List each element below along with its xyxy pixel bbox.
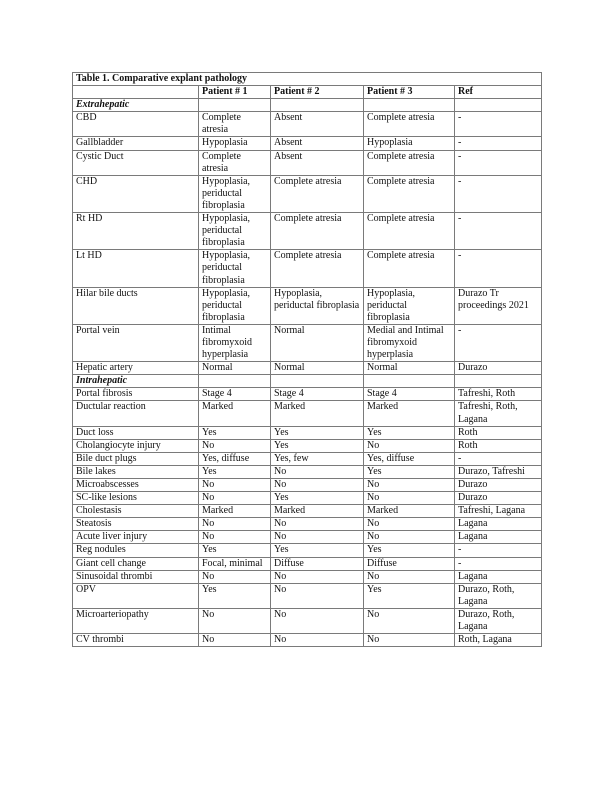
header-ref: Ref [455,86,542,99]
table-row [73,505,542,518]
patient-3-cell: Complete atresia [364,150,455,175]
row-label: Microabscesses [73,479,199,492]
patient-2-cell: Yes [271,426,364,439]
patient-3-cell: Yes [364,544,455,557]
patient-1-cell: Complete atresia [199,112,271,137]
patient-1-cell: No [199,518,271,531]
patient-2-cell: No [271,531,364,544]
row-label: Giant cell change [73,557,199,570]
patient-3-cell: No [364,531,455,544]
row-label: SC-like lesions [73,492,199,505]
row-label: OPV [73,583,199,608]
patient-1-cell: Complete atresia [199,150,271,175]
patient-2-cell: Marked [271,505,364,518]
row-label: Reg nodules [73,544,199,557]
ref-cell: - [455,213,542,250]
ref-cell: - [455,137,542,150]
patient-2-cell: Marked [271,401,364,426]
patient-2-cell: Normal [271,362,364,375]
patient-3-cell: No [364,570,455,583]
patient-1-cell: No [199,531,271,544]
table-title: Table 1. Comparative explant pathology [73,73,542,86]
patient-3-cell: Stage 4 [364,388,455,401]
row-label: Ductular reaction [73,401,199,426]
patient-1-cell: No [199,608,271,633]
table-row [73,287,542,324]
table-header-row [73,86,542,99]
row-label: CBD [73,112,199,137]
row-label: Hepatic artery [73,362,199,375]
patient-1-cell: Hypoplasia [199,137,271,150]
table-row [73,388,542,401]
patient-1-cell: Intimal fibromyxoid hyperplasia [199,324,271,361]
header-blank [73,86,199,99]
patient-3-cell: Yes [364,583,455,608]
table-row [73,544,542,557]
patient-1-cell: No [199,439,271,452]
table-row [73,557,542,570]
row-label: Portal fibrosis [73,388,199,401]
patient-1-cell: No [199,634,271,647]
table-row [73,492,542,505]
patient-3-cell: Marked [364,401,455,426]
ref-cell: Durazo, Tafreshi [455,465,542,478]
ref-cell: Tafreshi, Lagana [455,505,542,518]
ref-cell: Roth [455,439,542,452]
patient-1-cell: Hypoplasia, periductal fibroplasia [199,175,271,212]
patient-1-cell: Stage 4 [199,388,271,401]
row-label: Portal vein [73,324,199,361]
table-row [73,324,542,361]
ref-cell: Tafreshi, Roth [455,388,542,401]
patient-1-cell: Yes [199,465,271,478]
section-heading: Intrahepatic [73,375,199,388]
patient-3-cell: Medial and Intimal fibromyxoid hyperplasia [364,324,455,361]
patient-2-cell: No [271,518,364,531]
patient-2-cell: Yes, few [271,452,364,465]
table-row [73,112,542,137]
ref-cell: Roth [455,426,542,439]
patient-2-cell: Hypoplasia, periductal fibroplasia [271,287,364,324]
patient-2-cell: No [271,465,364,478]
row-label: Lt HD [73,250,199,287]
empty-cell [199,375,271,388]
patient-3-cell: Diffuse [364,557,455,570]
patient-2-cell: No [271,479,364,492]
patient-3-cell: Complete atresia [364,112,455,137]
patient-3-cell: Yes [364,426,455,439]
table-row [73,479,542,492]
row-label: Duct loss [73,426,199,439]
patient-2-cell: Stage 4 [271,388,364,401]
ref-cell: - [455,175,542,212]
comparative-pathology-table [72,72,542,647]
table-row [73,518,542,531]
patient-1-cell: Hypoplasia, periductal fibroplasia [199,287,271,324]
ref-cell: Durazo [455,479,542,492]
patient-2-cell: Yes [271,439,364,452]
patient-3-cell: Hypoplasia, periductal fibroplasia [364,287,455,324]
row-label: Bile duct plugs [73,452,199,465]
ref-cell: Lagana [455,518,542,531]
section-heading: Extrahepatic [73,99,199,112]
patient-3-cell: Complete atresia [364,250,455,287]
patient-2-cell: No [271,608,364,633]
row-label: Hilar bile ducts [73,287,199,324]
patient-2-cell: Absent [271,112,364,137]
ref-cell: Roth, Lagana [455,634,542,647]
patient-3-cell: Normal [364,362,455,375]
row-label: Sinusoidal thrombi [73,570,199,583]
ref-cell: Durazo [455,362,542,375]
row-label: Microarteriopathy [73,608,199,633]
empty-cell [364,99,455,112]
row-label: CHD [73,175,199,212]
ref-cell: Durazo Tr proceedings 2021 [455,287,542,324]
ref-cell: Durazo, Roth, Lagana [455,608,542,633]
table-row [73,570,542,583]
ref-cell: Durazo, Roth, Lagana [455,583,542,608]
table-row [73,465,542,478]
patient-3-cell: No [364,518,455,531]
patient-2-cell: Complete atresia [271,250,364,287]
patient-1-cell: Yes [199,583,271,608]
table-row [73,150,542,175]
ref-cell: Tafreshi, Roth, Lagana [455,401,542,426]
patient-3-cell: Marked [364,505,455,518]
patient-2-cell: No [271,570,364,583]
table-row [73,583,542,608]
table-title-row [73,73,542,86]
row-label: Steatosis [73,518,199,531]
patient-1-cell: Yes [199,544,271,557]
table-row [73,608,542,633]
ref-cell: - [455,544,542,557]
table-row [73,362,542,375]
table-row [73,439,542,452]
patient-2-cell: No [271,583,364,608]
patient-1-cell: Focal, minimal [199,557,271,570]
section-row-intrahepatic [73,375,542,388]
ref-cell: Lagana [455,570,542,583]
row-label: Cystic Duct [73,150,199,175]
patient-3-cell: No [364,608,455,633]
table-row [73,250,542,287]
patient-1-cell: Yes [199,426,271,439]
patient-1-cell: Normal [199,362,271,375]
patient-2-cell: Diffuse [271,557,364,570]
ref-cell: - [455,557,542,570]
patient-2-cell: No [271,634,364,647]
empty-cell [271,99,364,112]
ref-cell: Lagana [455,531,542,544]
header-patient-2: Patient # 2 [271,86,364,99]
patient-2-cell: Complete atresia [271,213,364,250]
header-patient-1: Patient # 1 [199,86,271,99]
ref-cell: Durazo [455,492,542,505]
empty-cell [455,375,542,388]
header-patient-3: Patient # 3 [364,86,455,99]
row-label: Acute liver injury [73,531,199,544]
empty-cell [455,99,542,112]
row-label: Rt HD [73,213,199,250]
patient-1-cell: Hypoplasia, periductal fibroplasia [199,213,271,250]
empty-cell [199,99,271,112]
patient-3-cell: No [364,634,455,647]
row-label: Gallbladder [73,137,199,150]
patient-2-cell: Normal [271,324,364,361]
table-row [73,452,542,465]
patient-3-cell: No [364,439,455,452]
table-row [73,213,542,250]
patient-2-cell: Yes [271,544,364,557]
section-row-extrahepatic [73,99,542,112]
ref-cell: - [455,452,542,465]
ref-cell: - [455,112,542,137]
row-label: Bile lakes [73,465,199,478]
table-row [73,531,542,544]
patient-2-cell: Absent [271,137,364,150]
table-row [73,137,542,150]
row-label: Cholestasis [73,505,199,518]
patient-1-cell: Marked [199,401,271,426]
patient-1-cell: Hypoplasia, periductal fibroplasia [199,250,271,287]
ref-cell: - [455,150,542,175]
ref-cell: - [455,250,542,287]
row-label: Cholangiocyte injury [73,439,199,452]
table-row [73,426,542,439]
patient-2-cell: Absent [271,150,364,175]
patient-3-cell: No [364,492,455,505]
patient-1-cell: No [199,570,271,583]
ref-cell: - [455,324,542,361]
patient-3-cell: No [364,479,455,492]
patient-2-cell: Complete atresia [271,175,364,212]
patient-3-cell: Complete atresia [364,213,455,250]
table-row [73,401,542,426]
table-row [73,175,542,212]
empty-cell [271,375,364,388]
table-row [73,634,542,647]
empty-cell [364,375,455,388]
patient-3-cell: Yes, diffuse [364,452,455,465]
patient-2-cell: Yes [271,492,364,505]
row-label: CV thrombi [73,634,199,647]
patient-3-cell: Hypoplasia [364,137,455,150]
patient-1-cell: Marked [199,505,271,518]
patient-3-cell: Yes [364,465,455,478]
patient-1-cell: No [199,479,271,492]
patient-1-cell: Yes, diffuse [199,452,271,465]
patient-3-cell: Complete atresia [364,175,455,212]
patient-1-cell: No [199,492,271,505]
